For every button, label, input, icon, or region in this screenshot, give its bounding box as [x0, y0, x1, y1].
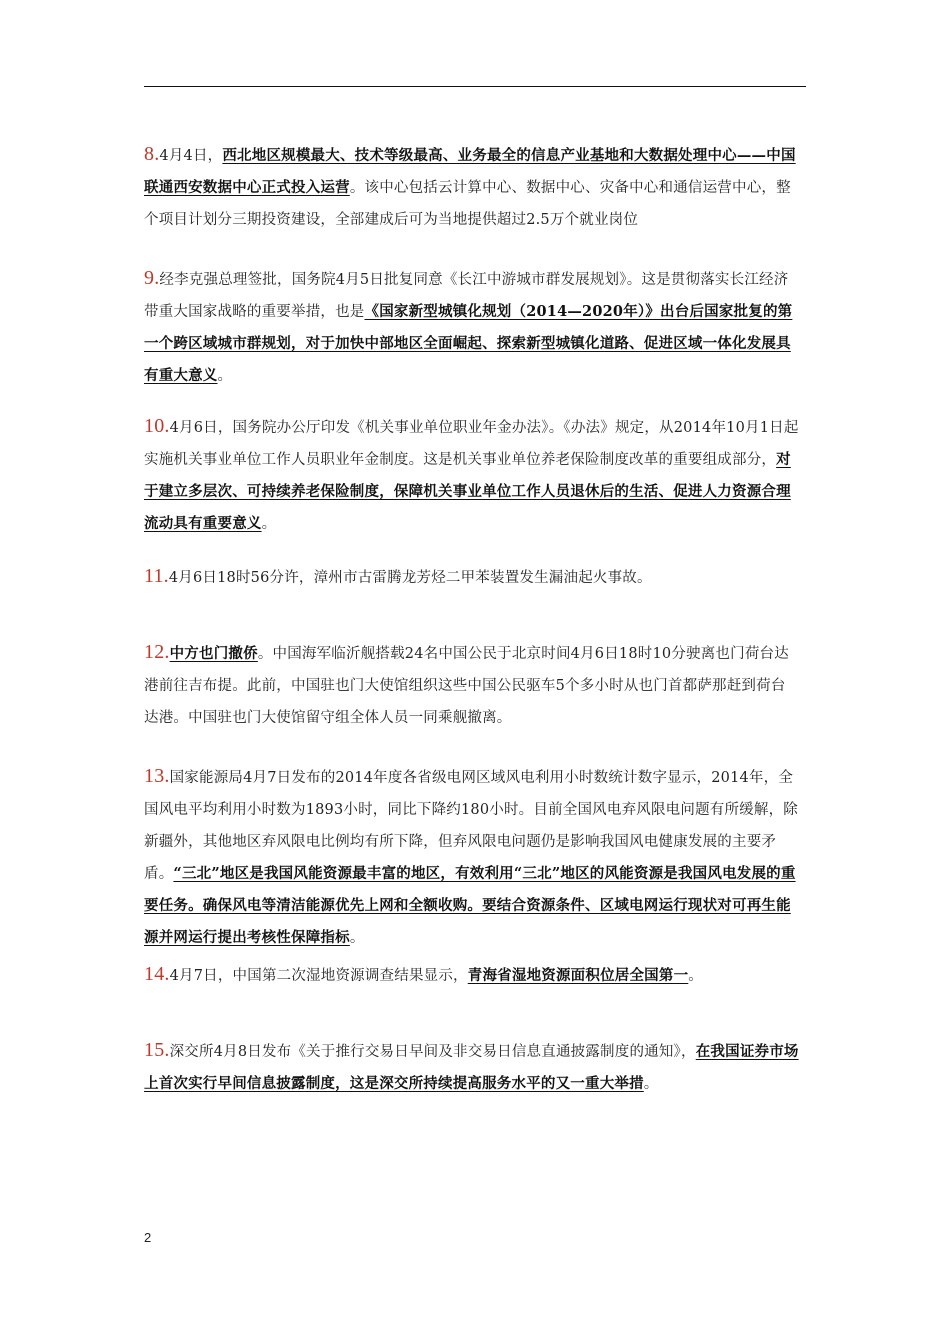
- item-number: 12.: [144, 641, 170, 663]
- item-highlight: 在我国证券市场上首次实行早间信息披露制度，这是深交所持续提高服务水平的又一重大举措: [144, 1043, 799, 1092]
- news-item-12: [144, 636, 800, 734]
- item-number: 8.: [144, 143, 160, 165]
- item-text-tail: 。: [217, 368, 233, 384]
- item-text: 深交所4月8日发布《关于推行交易日早间及非交易日信息直通披露制度的通知》，: [169, 1044, 696, 1060]
- item-text: 4月6日，国务院办公厅印发《机关事业单位职业年金办法》。《办法》规定，从2014年10月1日起实施机关事业单位工作人员职业年金制度。这是机关事业单位养老保险制度改革的重要组成部分，: [144, 420, 799, 468]
- item-text-tail: 。中国海军临沂舰搭载24名中国公民于北京时间4月6日18时10分驶离也门荷台达港前往吉布提。此前，中国驻也门大使馆组织这些中国公民驱车5个多小时从也门首都萨那赶到荷台达港。中国驻也门大使馆留守组全体人员一同乘舰撤离。: [144, 646, 789, 726]
- page-number: 2: [144, 1230, 152, 1245]
- item-highlight: 《国家新型城镇化规划（2014—2020年）》出台后国家批复的第一个跨区域城市群规划，对于加快中部地区全面崛起、探索新型城镇化道路、促进区域一体化发展具有重大意义: [144, 303, 793, 384]
- news-item-13: [144, 760, 800, 954]
- item-number: 13.: [144, 765, 170, 787]
- item-number: 10.: [144, 415, 170, 437]
- item-text-tail: 。: [688, 968, 703, 984]
- item-text-tail: 。该中心包括云计算中心、数据中心、灾备中心和通信运营中心，整个项目计划分三期投资建设，全部建成后可为当地提供超过2.5万个就业岗位: [144, 180, 791, 228]
- item-text: 4月4日，: [159, 148, 223, 164]
- news-item-14: [144, 958, 800, 992]
- item-highlight: 中方也门撤侨: [169, 645, 258, 662]
- item-highlight: 青海省湿地资源面积位居全国第一: [467, 967, 689, 984]
- item-highlight: “三北”地区是我国风能资源最丰富的地区，有效利用“三北”地区的风能资源是我国风电发展的重要任务。确保风电等清洁能源优先上网和全额收购。要结合资源条件、区域电网运行现状对可再生能源并网运行提出考核性保障指标: [144, 865, 796, 946]
- news-item-15: [144, 1034, 800, 1100]
- item-number: 14.: [144, 963, 170, 985]
- news-item-9: [144, 262, 800, 392]
- item-text-tail: 。: [643, 1076, 659, 1092]
- item-number: 15.: [144, 1039, 170, 1061]
- item-text: 国家能源局4月7日发布的2014年度各省级电网区域风电利用小时数统计数字显示，2014年，全国风电平均利用小时数为1893小时，同比下降约180小时。目前全国风电弃风限电问题有所缓解，除新疆外，其他地区弃风限电比例均有所下降，但弃风限电问题仍是影响我国风电健康发展的主要矛盾。: [144, 770, 798, 882]
- item-highlight: 西北地区规模最大、技术等级最高、业务最全的信息产业基地和大数据处理中心——中国联通西安数据中心正式投入运营: [144, 147, 796, 196]
- item-number: 9.: [144, 267, 160, 289]
- news-item-10: [144, 410, 800, 540]
- news-item-11: [144, 560, 800, 594]
- header-rule: [144, 86, 806, 87]
- item-text-tail: 。: [349, 930, 365, 946]
- item-text-tail: 。: [261, 516, 277, 532]
- item-text: 经李克强总理签批，国务院4月5日批复同意《长江中游城市群发展规划》。这是贯彻落实长江经济带重大国家战略的重要举措，也是: [144, 272, 789, 320]
- item-highlight: 对于建立多层次、可持续养老保险制度，保障机关事业单位工作人员退休后的生活、促进人力资源合理流动具有重要意义: [144, 451, 791, 532]
- item-number: 11.: [144, 565, 169, 587]
- item-text: 4月6日18时56分许，漳州市古雷腾龙芳烃二甲苯装置发生漏油起火事故。: [168, 570, 652, 586]
- news-item-8: [144, 138, 800, 236]
- item-text: 4月7日，中国第二次湿地资源调查结果显示，: [169, 968, 468, 984]
